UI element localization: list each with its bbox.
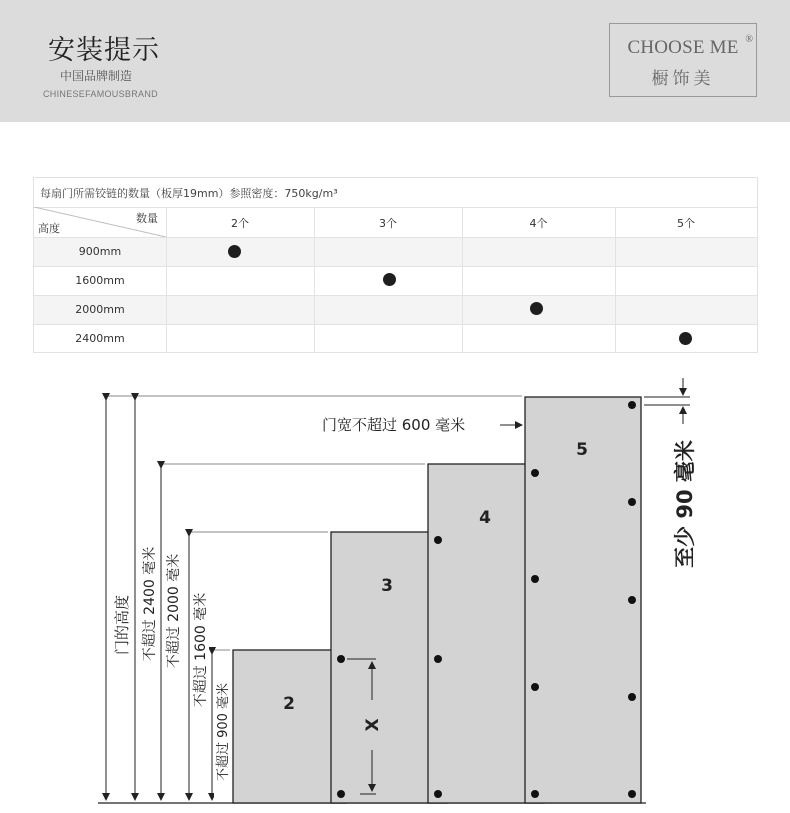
corner-label-height: 高度 xyxy=(38,222,60,235)
column-header: 2个 xyxy=(231,217,249,230)
door-label: 5 xyxy=(576,440,588,460)
registered-mark: ® xyxy=(745,34,753,45)
brand-logo-en: CHOOSE ME xyxy=(627,37,739,58)
row-header: 1600mm xyxy=(75,274,125,287)
column-header: 5个 xyxy=(677,217,695,230)
door-label: 3 xyxy=(381,576,393,596)
spacing-label: X xyxy=(363,718,383,732)
height-label-900: 不超过 900 毫米 xyxy=(216,682,231,782)
door-label: 2 xyxy=(283,694,295,714)
hinge-dot xyxy=(628,401,636,409)
page-subtitle: 中国品牌制造 xyxy=(60,69,133,83)
door-2 xyxy=(233,650,346,803)
margin-note: 至少 90 毫米 xyxy=(673,440,697,568)
row-header: 2000mm xyxy=(75,303,125,316)
height-label-door: 门的高度 xyxy=(113,594,131,656)
corner-label-quantity: 数量 xyxy=(136,212,158,225)
hinge-dot xyxy=(434,655,442,663)
door-label: 4 xyxy=(479,508,491,528)
hinge-dot xyxy=(337,655,345,663)
hinge-dot xyxy=(531,575,539,583)
hinge-dot xyxy=(628,596,636,604)
hinge-dot xyxy=(531,790,539,798)
row-header: 900mm xyxy=(78,245,122,258)
height-label-1600: 不超过 1600 毫米 xyxy=(193,592,209,708)
column-header: 3个 xyxy=(379,217,397,230)
height-label-2400: 不超过 2400 毫米 xyxy=(142,546,158,662)
table-caption: 每扇门所需铰链的数量（板厚19mm）参照密度：750kg/m³ xyxy=(40,187,338,200)
column-header: 4个 xyxy=(529,217,548,230)
hinge-dot xyxy=(628,498,636,506)
row-header: 2400mm xyxy=(75,332,125,345)
hinge-dot xyxy=(434,790,442,798)
hinge-dot xyxy=(628,790,636,798)
hinge-dot xyxy=(628,693,636,701)
brand-logo-cn: 橱饰美 xyxy=(651,69,715,89)
hinge-dot xyxy=(531,683,539,691)
page-subtitle-en: CHINESEFAMOUSBRAND xyxy=(43,89,158,99)
height-label-2000: 不超过 2000 毫米 xyxy=(166,553,182,669)
hinge-dot xyxy=(434,536,442,544)
page-title: 安装提示 xyxy=(48,35,160,66)
hinge-dot xyxy=(531,469,539,477)
hinge-dot xyxy=(337,790,345,798)
width-note: 门宽不超过 600 毫米 xyxy=(322,416,466,434)
